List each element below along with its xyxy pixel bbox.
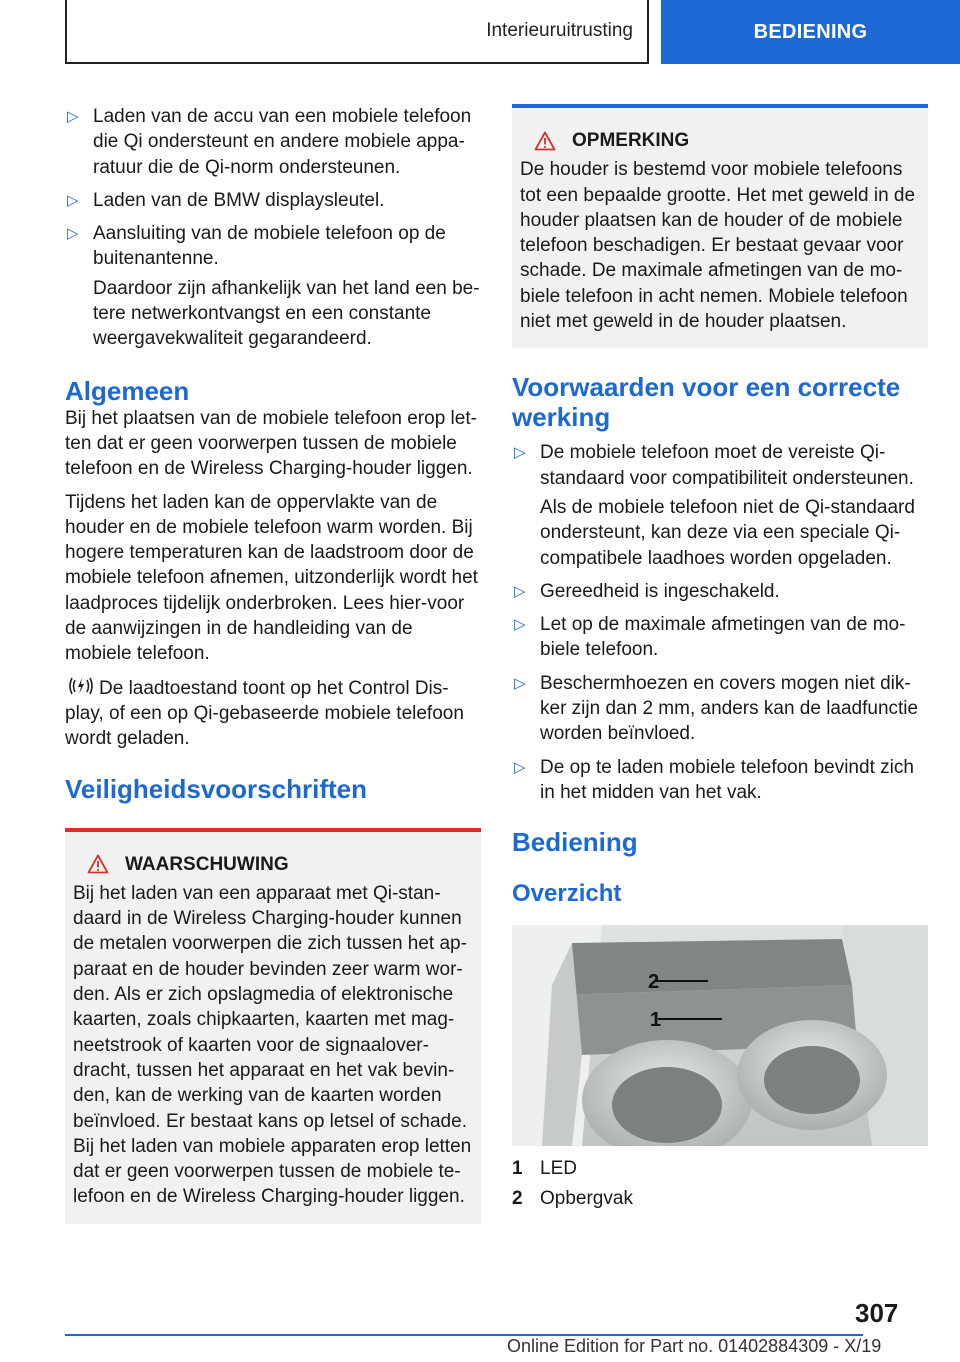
list-item: ▷ Laden van de accu van een mobiele telefoon die Qi ondersteunt en andere mobiele appa‐ratuur die de Qi-norm ondersteunen. (67, 106, 472, 178)
legend-text: LED (540, 1158, 577, 1180)
warning-title: WAARSCHUWING (73, 852, 473, 877)
wireless-charging-icon (67, 675, 95, 697)
figure-callout-2: 2 (648, 971, 660, 994)
bullet-triangle-icon: ▷ (67, 108, 79, 125)
legend-number: 2 (512, 1187, 523, 1209)
warning-box (65, 828, 481, 1224)
bullet-triangle-icon: ▷ (514, 582, 526, 600)
list-item: ▷ Beschermhoezen en covers mogen niet dik‐ker zijn dan 2 mm, anders kan de laadfunctie worden beïnvloed. (514, 672, 919, 745)
list-item: ▷ De op te laden mobiele telefoon bevindt zich in het midden van het vak. (514, 756, 914, 803)
heading-algemeen: Algemeen (65, 375, 190, 406)
heading-veiligheid: Veiligheidsvoorschriften (65, 773, 367, 804)
figure-callout-1: 1 (650, 1009, 662, 1032)
list-item: ▷ Laden van de BMW displaysleutel. (65, 188, 481, 213)
legend-item (512, 1186, 928, 1211)
header-section-box (65, 0, 649, 64)
list-item: ▷ Let op de maximale afmetingen van de mo‐biele telefoon. (514, 614, 906, 661)
warning-triangle-icon (534, 131, 556, 151)
bullet-triangle-icon: ▷ (67, 225, 79, 243)
edition-text: Online Edition for Part no. 01402884309 - X/19 (507, 1336, 882, 1356)
bullet-triangle-icon: ▷ (514, 444, 526, 462)
legend-number: 1 (512, 1158, 523, 1180)
paragraph-charging-status: De laadtoestand toont op het Control Dis‐play, of een op Qi-gebaseerde mobiele telefoon wordt geladen. (65, 675, 481, 752)
heading-overzicht: Overzicht (512, 880, 622, 908)
legend-text: Opbergvak (540, 1187, 633, 1209)
page-number: 307 (855, 1298, 899, 1328)
header-section-title: Interieuruitrusting (486, 20, 633, 41)
left-column (65, 104, 481, 1224)
heading-bediening: Bediening (512, 827, 638, 858)
bullet-triangle-icon: ▷ (514, 758, 526, 776)
legend-item (512, 1156, 928, 1181)
list-item: ▷ De mobiele telefoon moet de vereiste Qi-standaard voor compatibiliteit ondersteunen. (514, 442, 914, 489)
list-subtext: Daardoor zijn afhankelijk van het land een be‐tere netwerkontvangst en een constante weergavekwaliteit gegarandeerd. (93, 277, 480, 350)
warning-triangle-icon (87, 854, 109, 874)
bullet-triangle-icon: ▷ (67, 191, 79, 209)
list-item: ▷ Gereedheid is ingeschakeld. (512, 579, 928, 604)
list-subtext: Als de mobiele telefoon niet de Qi-standaard ondersteunt, kan deze via een speciale Qi-compatibele laadhoes worden opgeladen. (540, 496, 915, 569)
list-item: ▷ Aansluiting van de mobiele telefoon op de buitenantenne. (67, 223, 446, 270)
paragraph: Tijdens het laden kan de oppervlakte van de houder en de mobiele telefoon warm worden. Bij hogere temperaturen kan de laadstroom door de mobiele telefoon afnemen, uitzonderlijk wordt het laadproces tijdelijk onderbroken. Lees hier‐voor de aanwijzingen in de handleiding van de mobiele telefoon. (65, 491, 478, 665)
note-text: De houder is bestemd voor mobiele telefoons tot een bepaalde grootte. Het met geweld in de houder plaatsen kan de houder of de mobiele telefoon beschadigen. Er bestaat gevaar voor schade. De maximale afmetingen van de mo‐biele telefoon in acht nemen. Mobiele telefoon niet met geweld in de houder plaatsen. (520, 159, 916, 333)
heading-voorwaarden: Voorwaarden voor een correcte werking (512, 372, 901, 433)
warning-text: Bij het laden van een apparaat met Qi-stan‐daard in de Wireless Charging-houder kunnen de metalen voorwerpen die zich tussen het ap‐paraat en de houder bevinden zeer warm wor‐den. Als er zich opslagmedia of elektronische kaarten, zoals chipkaarten, kaarten met mag‐neetstrook of kaarten voor de signaalover‐dracht, tussen het apparaat en het vak bevin‐den, kan de werking van de kaarten worden beïnvloed. Er bestaat kans op letsel of schade. Bij het laden van mobiele apparaten erop letten dat er geen voorwerpen tussen de mobiele te‐lefoon en de Wireless Charging-houder liggen. (73, 882, 472, 1208)
bullet-triangle-icon: ▷ (514, 616, 526, 634)
right-column (512, 104, 928, 1211)
note-title: OPMERKING (520, 128, 920, 153)
note-box (512, 104, 928, 348)
bullet-triangle-icon: ▷ (514, 674, 526, 692)
header-chapter-title: BEDIENING (753, 20, 868, 43)
header-chapter-tab[interactable] (661, 0, 960, 64)
wireless-charging-tray-photo (512, 925, 928, 1146)
paragraph: Bij het plaatsen van de mobiele telefoon erop let‐ten dat er geen voorwerpen tussen de mobiele telefoon en de Wireless Charging-houder liggen. (65, 407, 477, 480)
